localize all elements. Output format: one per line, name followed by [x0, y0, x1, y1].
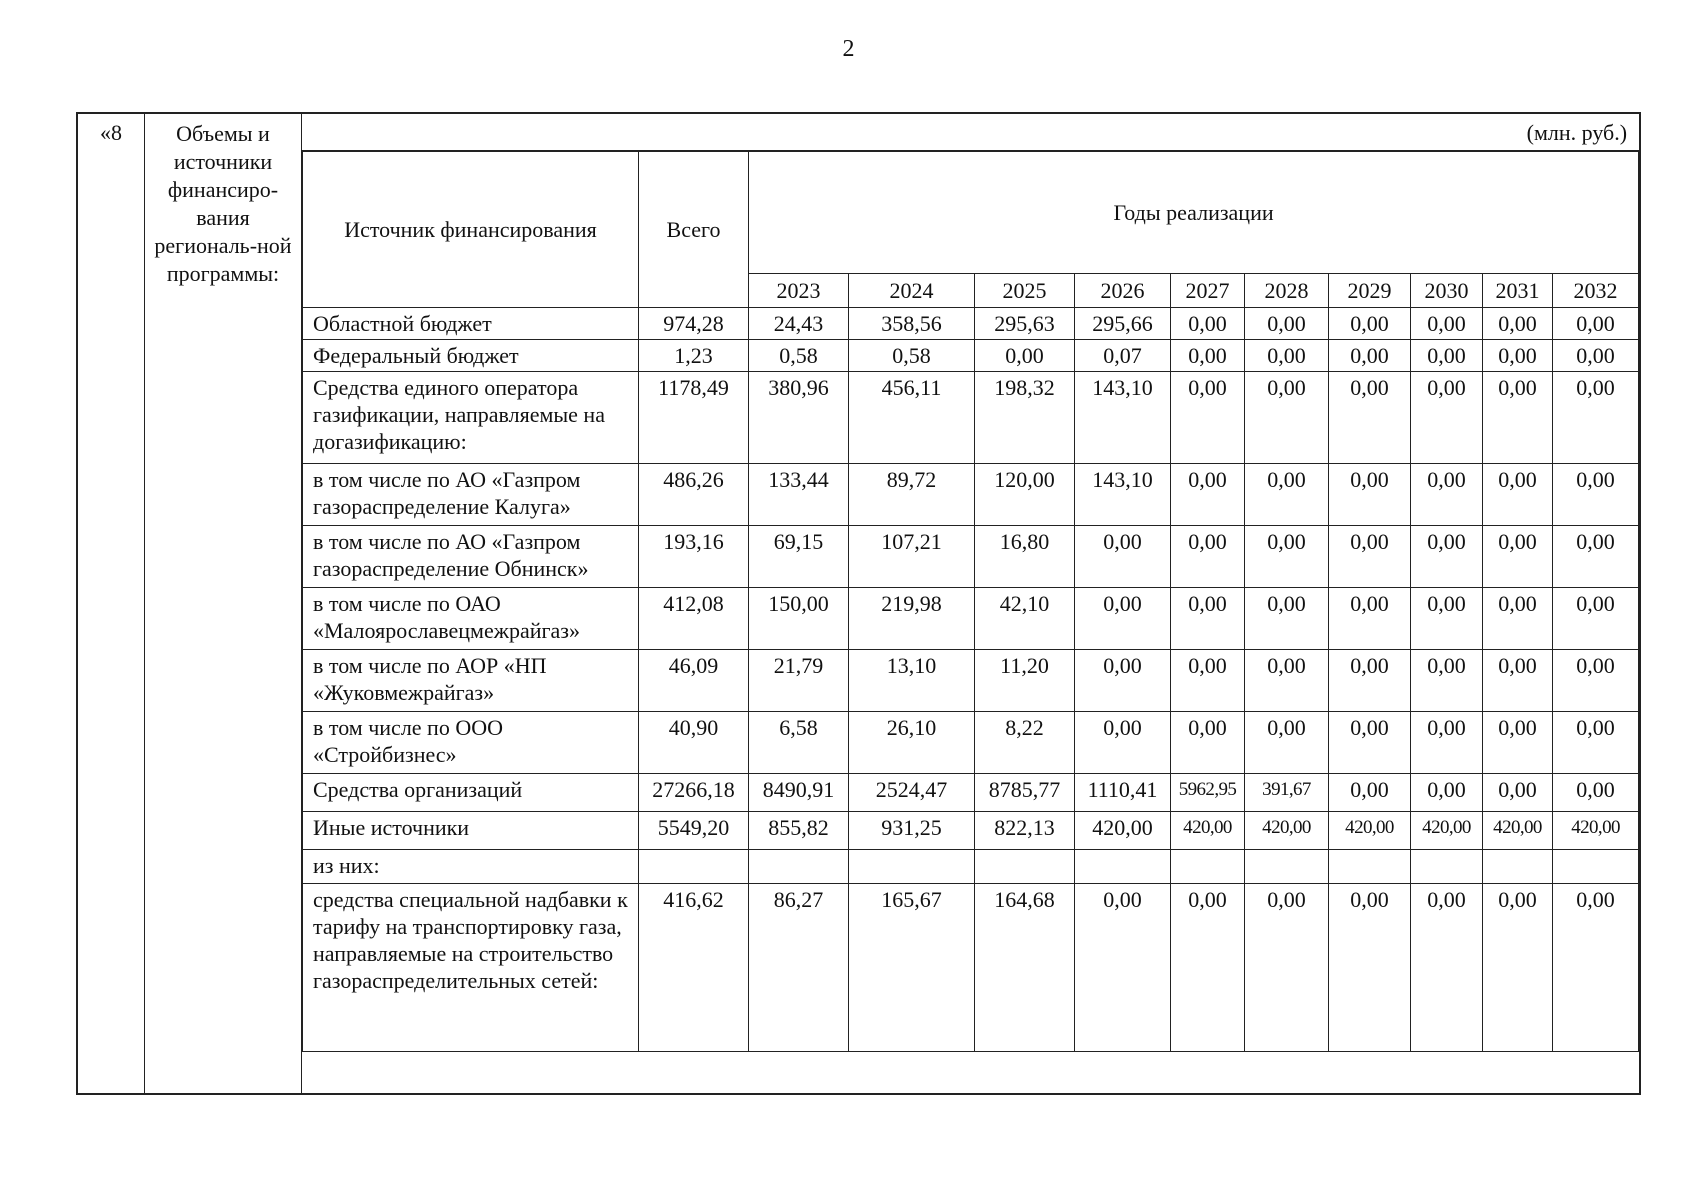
table-row — [303, 850, 1639, 884]
table-row — [303, 774, 1639, 812]
value-cell: 0,00 — [1483, 526, 1553, 588]
value-cell: 0,00 — [1329, 372, 1411, 464]
value-cell: 420,00 — [1245, 812, 1329, 850]
source-cell: Областной бюджет — [303, 308, 639, 340]
value-cell: 420,00 — [1411, 812, 1483, 850]
table-row — [303, 650, 1639, 712]
value-cell: 420,00 — [1483, 812, 1553, 850]
value-cell: 0,00 — [1245, 340, 1329, 372]
page-number: 2 — [842, 36, 855, 62]
value-cell — [1483, 850, 1553, 884]
total-cell: 416,62 — [639, 884, 749, 1052]
value-cell: 0,00 — [1553, 464, 1639, 526]
value-cell: 107,21 — [849, 526, 975, 588]
value-cell: 21,79 — [749, 650, 849, 712]
value-cell: 8785,77 — [975, 774, 1075, 812]
value-cell: 822,13 — [975, 812, 1075, 850]
source-cell: в том числе по АО «Газпром газораспределение Калуга» — [303, 464, 639, 526]
header-year: 2027 — [1171, 274, 1245, 308]
table-row — [303, 372, 1639, 464]
value-cell — [1171, 850, 1245, 884]
value-cell: 0,00 — [1483, 884, 1553, 1052]
value-cell: 0,00 — [1075, 884, 1171, 1052]
value-cell: 0,00 — [1411, 884, 1483, 1052]
value-cell: 8490,91 — [749, 774, 849, 812]
total-cell: 5549,20 — [639, 812, 749, 850]
value-cell: 0,00 — [1171, 588, 1245, 650]
value-cell — [1411, 850, 1483, 884]
header-year: 2031 — [1483, 274, 1553, 308]
total-cell: 40,90 — [639, 712, 749, 774]
value-cell: 5962,95 — [1171, 774, 1245, 812]
value-cell: 0,00 — [1329, 526, 1411, 588]
value-cell: 931,25 — [849, 812, 975, 850]
value-cell: 143,10 — [1075, 464, 1171, 526]
source-cell: в том числе по ОАО «Малоярославецмежрайгаз» — [303, 588, 639, 650]
value-cell: 0,00 — [1553, 308, 1639, 340]
header-year: 2023 — [749, 274, 849, 308]
row-number: «8 — [77, 113, 145, 1094]
header-year: 2024 — [849, 274, 975, 308]
value-cell: 0,00 — [1329, 884, 1411, 1052]
value-cell: 0,00 — [1483, 340, 1553, 372]
value-cell: 0,00 — [1171, 308, 1245, 340]
header-year: 2029 — [1329, 274, 1411, 308]
value-cell: 0,07 — [1075, 340, 1171, 372]
value-cell: 295,63 — [975, 308, 1075, 340]
header-year: 2026 — [1075, 274, 1171, 308]
value-cell: 69,15 — [749, 526, 849, 588]
header-source: Источник финансирования — [303, 152, 639, 308]
value-cell: 0,00 — [1329, 308, 1411, 340]
value-cell: 0,00 — [1329, 712, 1411, 774]
value-cell: 0,00 — [1483, 464, 1553, 526]
value-cell: 24,43 — [749, 308, 849, 340]
value-cell: 0,00 — [1075, 650, 1171, 712]
source-cell: из них: — [303, 850, 639, 884]
value-cell: 0,00 — [1553, 340, 1639, 372]
total-cell: 1178,49 — [639, 372, 749, 464]
value-cell: 0,00 — [1483, 650, 1553, 712]
value-cell: 0,00 — [1245, 650, 1329, 712]
header-year: 2032 — [1553, 274, 1639, 308]
value-cell: 2524,47 — [849, 774, 975, 812]
total-cell: 486,26 — [639, 464, 749, 526]
value-cell: 456,11 — [849, 372, 975, 464]
value-cell: 0,00 — [1411, 464, 1483, 526]
value-cell: 219,98 — [849, 588, 975, 650]
value-cell: 0,00 — [1245, 884, 1329, 1052]
value-cell: 0,00 — [1483, 308, 1553, 340]
source-cell: в том числе по АО «Газпром газораспределение Обнинск» — [303, 526, 639, 588]
header-year: 2025 — [975, 274, 1075, 308]
total-cell: 412,08 — [639, 588, 749, 650]
value-cell: 150,00 — [749, 588, 849, 650]
table-row — [303, 588, 1639, 650]
source-cell: Иные источники — [303, 812, 639, 850]
value-cell — [749, 850, 849, 884]
value-cell: 6,58 — [749, 712, 849, 774]
total-cell: 1,23 — [639, 340, 749, 372]
value-cell: 164,68 — [975, 884, 1075, 1052]
value-cell: 13,10 — [849, 650, 975, 712]
value-cell — [1245, 850, 1329, 884]
financing-cell — [302, 113, 1641, 1094]
value-cell: 0,00 — [1171, 372, 1245, 464]
header-years-group: Годы реализации — [749, 152, 1639, 274]
value-cell: 420,00 — [1553, 812, 1639, 850]
value-cell: 358,56 — [849, 308, 975, 340]
source-cell: Средства организаций — [303, 774, 639, 812]
value-cell: 0,00 — [1553, 774, 1639, 812]
table-row — [303, 340, 1639, 372]
value-cell: 391,67 — [1245, 774, 1329, 812]
total-cell: 46,09 — [639, 650, 749, 712]
value-cell: 0,00 — [1483, 774, 1553, 812]
value-cell: 0,00 — [1329, 464, 1411, 526]
value-cell: 0,00 — [1553, 650, 1639, 712]
value-cell: 0,00 — [1245, 526, 1329, 588]
value-cell: 0,00 — [1171, 884, 1245, 1052]
value-cell: 0,00 — [1075, 588, 1171, 650]
value-cell: 133,44 — [749, 464, 849, 526]
value-cell: 0,00 — [1245, 588, 1329, 650]
total-cell: 193,16 — [639, 526, 749, 588]
value-cell: 0,00 — [1245, 712, 1329, 774]
value-cell: 0,00 — [1411, 308, 1483, 340]
value-cell: 0,00 — [1329, 650, 1411, 712]
value-cell: 1110,41 — [1075, 774, 1171, 812]
table-row — [303, 812, 1639, 850]
value-cell: 0,58 — [749, 340, 849, 372]
value-cell: 26,10 — [849, 712, 975, 774]
value-cell: 0,00 — [1171, 526, 1245, 588]
value-cell: 380,96 — [749, 372, 849, 464]
value-cell: 0,00 — [1245, 308, 1329, 340]
value-cell: 0,00 — [1171, 650, 1245, 712]
value-cell: 42,10 — [975, 588, 1075, 650]
table-row — [303, 712, 1639, 774]
value-cell — [849, 850, 975, 884]
value-cell: 16,80 — [975, 526, 1075, 588]
value-cell — [1075, 850, 1171, 884]
value-cell: 0,00 — [975, 340, 1075, 372]
total-cell: 974,28 — [639, 308, 749, 340]
value-cell: 420,00 — [1075, 812, 1171, 850]
value-cell: 165,67 — [849, 884, 975, 1052]
value-cell: 0,00 — [1411, 526, 1483, 588]
value-cell — [1329, 850, 1411, 884]
value-cell: 0,00 — [1553, 712, 1639, 774]
value-cell: 0,00 — [1075, 712, 1171, 774]
source-cell: средства специальной надбавки к тарифу на транспортировку газа, направляемые на строительство газораспределительных сетей: — [303, 884, 639, 1052]
value-cell: 0,00 — [1483, 712, 1553, 774]
value-cell: 0,00 — [1171, 340, 1245, 372]
value-cell: 0,00 — [1245, 372, 1329, 464]
value-cell: 0,00 — [1553, 526, 1639, 588]
value-cell: 89,72 — [849, 464, 975, 526]
value-cell: 0,00 — [1553, 884, 1639, 1052]
value-cell: 0,00 — [1329, 774, 1411, 812]
value-cell: 420,00 — [1171, 812, 1245, 850]
value-cell: 0,00 — [1075, 526, 1171, 588]
value-cell: 0,00 — [1329, 588, 1411, 650]
table-row — [303, 464, 1639, 526]
value-cell: 0,00 — [1411, 372, 1483, 464]
value-cell: 0,00 — [1411, 588, 1483, 650]
value-cell: 0,00 — [1483, 588, 1553, 650]
header-total: Всего — [639, 152, 749, 308]
total-cell: 27266,18 — [639, 774, 749, 812]
value-cell: 120,00 — [975, 464, 1075, 526]
value-cell: 0,00 — [1245, 464, 1329, 526]
value-cell: 0,00 — [1553, 588, 1639, 650]
table-row — [303, 308, 1639, 340]
table-row — [303, 526, 1639, 588]
value-cell: 11,20 — [975, 650, 1075, 712]
value-cell: 0,00 — [1411, 712, 1483, 774]
value-cell: 855,82 — [749, 812, 849, 850]
value-cell: 198,32 — [975, 372, 1075, 464]
value-cell: 86,27 — [749, 884, 849, 1052]
value-cell: 8,22 — [975, 712, 1075, 774]
value-cell — [975, 850, 1075, 884]
total-cell — [639, 850, 749, 884]
value-cell: 0,00 — [1411, 340, 1483, 372]
value-cell: 0,58 — [849, 340, 975, 372]
header-year: 2030 — [1411, 274, 1483, 308]
financing-table — [302, 151, 1639, 1052]
value-cell: 0,00 — [1483, 372, 1553, 464]
value-cell — [1553, 850, 1639, 884]
source-cell: Федеральный бюджет — [303, 340, 639, 372]
value-cell: 0,00 — [1171, 464, 1245, 526]
value-cell: 0,00 — [1411, 774, 1483, 812]
passport-table — [76, 112, 1641, 1095]
table-row — [303, 884, 1639, 1052]
value-cell: 0,00 — [1171, 712, 1245, 774]
value-cell: 143,10 — [1075, 372, 1171, 464]
value-cell: 420,00 — [1329, 812, 1411, 850]
row-label: Объемы и источники финансиро-вания региональ-ной программы: — [145, 113, 302, 1094]
value-cell: 0,00 — [1553, 372, 1639, 464]
header-year: 2028 — [1245, 274, 1329, 308]
value-cell: 0,00 — [1411, 650, 1483, 712]
units-label: (млн. руб.) — [302, 114, 1639, 151]
value-cell: 295,66 — [1075, 308, 1171, 340]
value-cell: 0,00 — [1329, 340, 1411, 372]
source-cell: в том числе по ООО «Стройбизнес» — [303, 712, 639, 774]
source-cell: в том числе по АОР «НП «Жуковмежрайгаз» — [303, 650, 639, 712]
source-cell: Средства единого оператора газификации, направляемые на догазификацию: — [303, 372, 639, 464]
